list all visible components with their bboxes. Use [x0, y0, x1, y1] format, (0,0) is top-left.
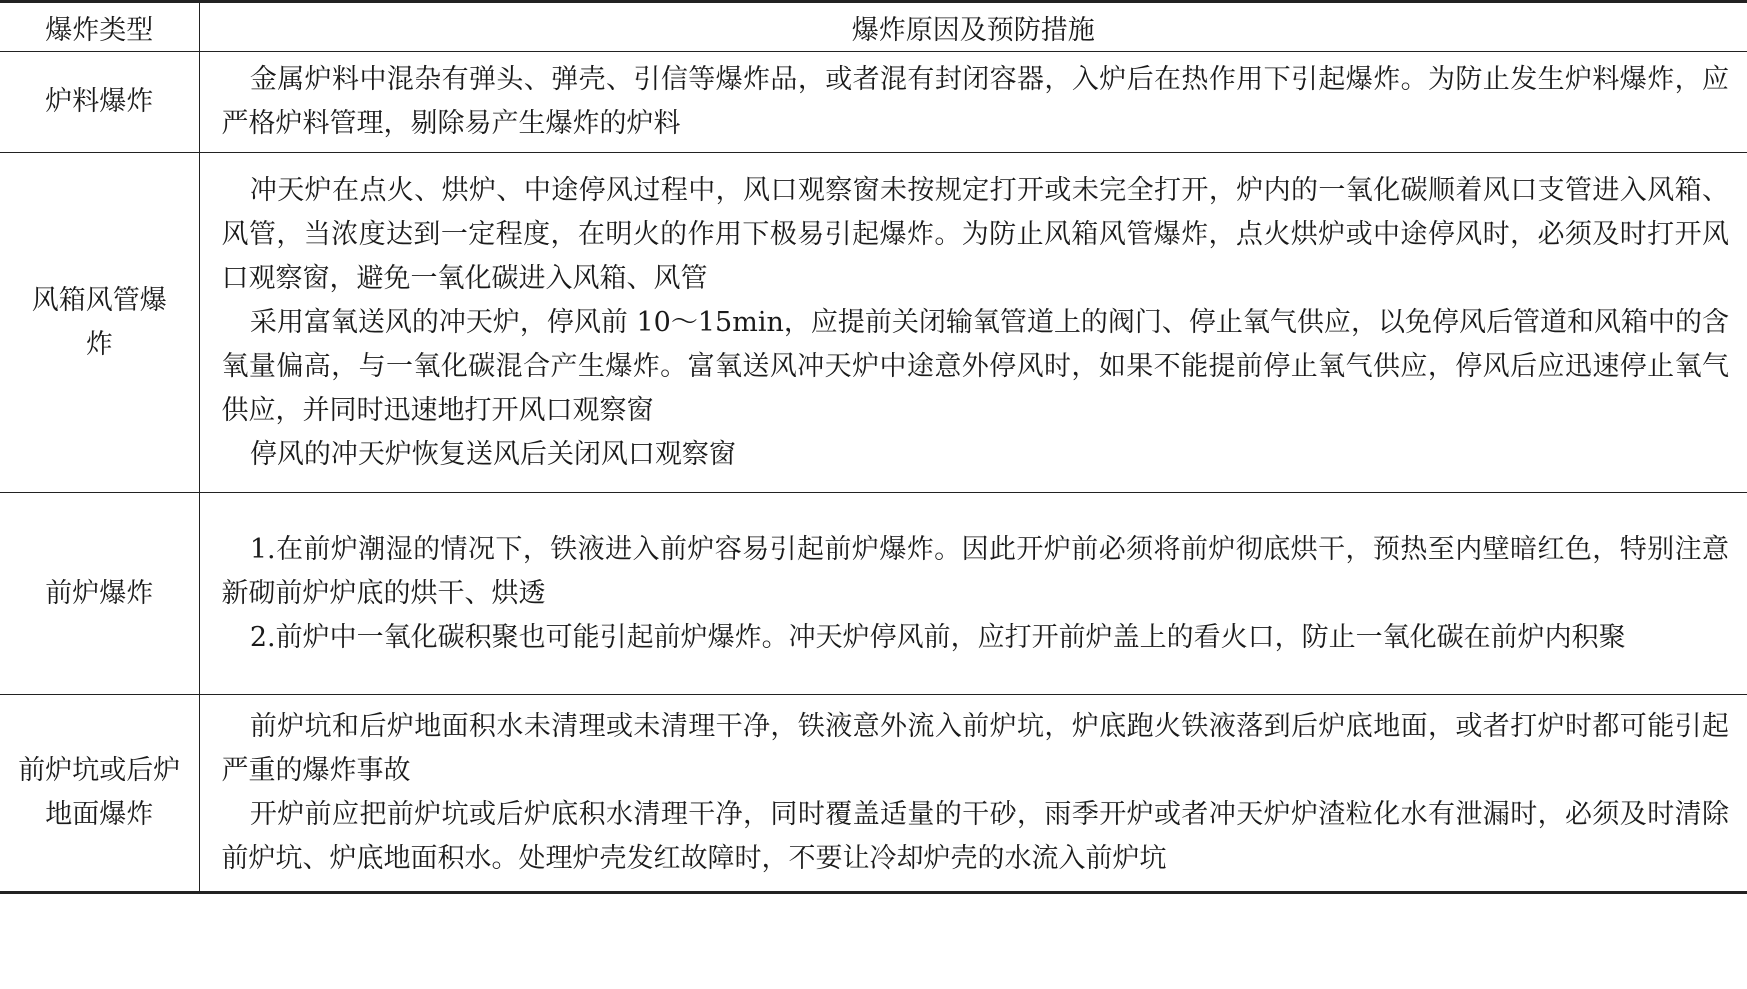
explosion-type-cell: 前炉爆炸 [45, 577, 154, 609]
header-row [0, 2, 1747, 52]
description-paragraph: 2.前炉中一氧化碳积聚也可能引起前炉爆炸。冲天炉停风前，应打开前炉盖上的看火口，防止一氧化碳在前炉内积聚 [249, 621, 1626, 653]
description-paragraph: 开炉前应把前炉坑或后炉底积水清理干净，同时覆盖适量的干砂，雨季开炉或者冲天炉炉渣粒化水有泄漏时，必须及时清除前炉坑、炉底地面积水。处理炉壳发红故障时，不要让冷却炉壳的水流入前炉坑 [221, 799, 1729, 874]
description-paragraph: 金属炉料中混杂有弹头、弹壳、引信等爆炸品，或者混有封闭容器，入炉后在热作用下引起爆炸。为防止发生炉料爆炸，应严格炉料管理，剔除易产生爆炸的炉料 [221, 64, 1729, 139]
description-paragraph: 冲天炉在点火、烘炉、中途停风过程中，风口观察窗未按规定打开或未完全打开，炉内的一氧化碳顺着风口支管进入风箱、风管，当浓度达到一定程度，在明火的作用下极易引起爆炸。为防止风箱风管爆炸，点火烘炉或中途停风时，必须及时打开风口观察窗，避免一氧化碳进入风箱、风管 [221, 174, 1729, 294]
explosion-type-cell: 前炉坑或后炉地面爆炸 [18, 755, 181, 830]
description-cell [199, 695, 1747, 893]
description-paragraph: 停风的冲天炉恢复送风后关闭风口观察窗 [249, 438, 736, 470]
description-cell [199, 493, 1747, 695]
description-paragraph: 前炉坑和后炉地面积水未清理或未清理干净，铁液意外流入前炉坑，炉底跑火铁液落到后炉底地面，或者打炉时都可能引起严重的爆炸事故 [221, 711, 1729, 786]
description-cell [199, 153, 1747, 493]
description-cell [199, 52, 1747, 153]
description-paragraph: 1.在前炉潮湿的情况下，铁液进入前炉容易引起前炉爆炸。因此开炉前必须将前炉彻底烘干，预热至内壁暗红色，特别注意新砌前炉炉底的烘干、烘透 [221, 533, 1729, 609]
description-paragraph: 采用富氧送风的冲天炉，停风前 10～15min，应提前关闭输氧管道上的阀门、停止氧气供应，以免停风后管道和风箱中的含氧量偏高，与一氧化碳混合产生爆炸。富氧送风冲天炉中途意外停风时，如果不能提前停止氧气供应，停风后应迅速停止氧气供应，并同时迅速地打开风口观察窗 [221, 306, 1729, 426]
explosion-type-cell: 炉料爆炸 [45, 86, 154, 117]
table-row [0, 153, 1747, 493]
header-explosion-type: 爆炸类型 [45, 14, 154, 46]
header-cause-and-prevention: 爆炸原因及预防措施 [199, 2, 1747, 52]
table-header [0, 2, 1747, 52]
explosion-type-cell: 风箱风管爆炸 [31, 284, 167, 360]
table-row [0, 493, 1747, 695]
table-body [0, 52, 1747, 893]
table-row [0, 52, 1747, 153]
table-row [0, 695, 1747, 893]
